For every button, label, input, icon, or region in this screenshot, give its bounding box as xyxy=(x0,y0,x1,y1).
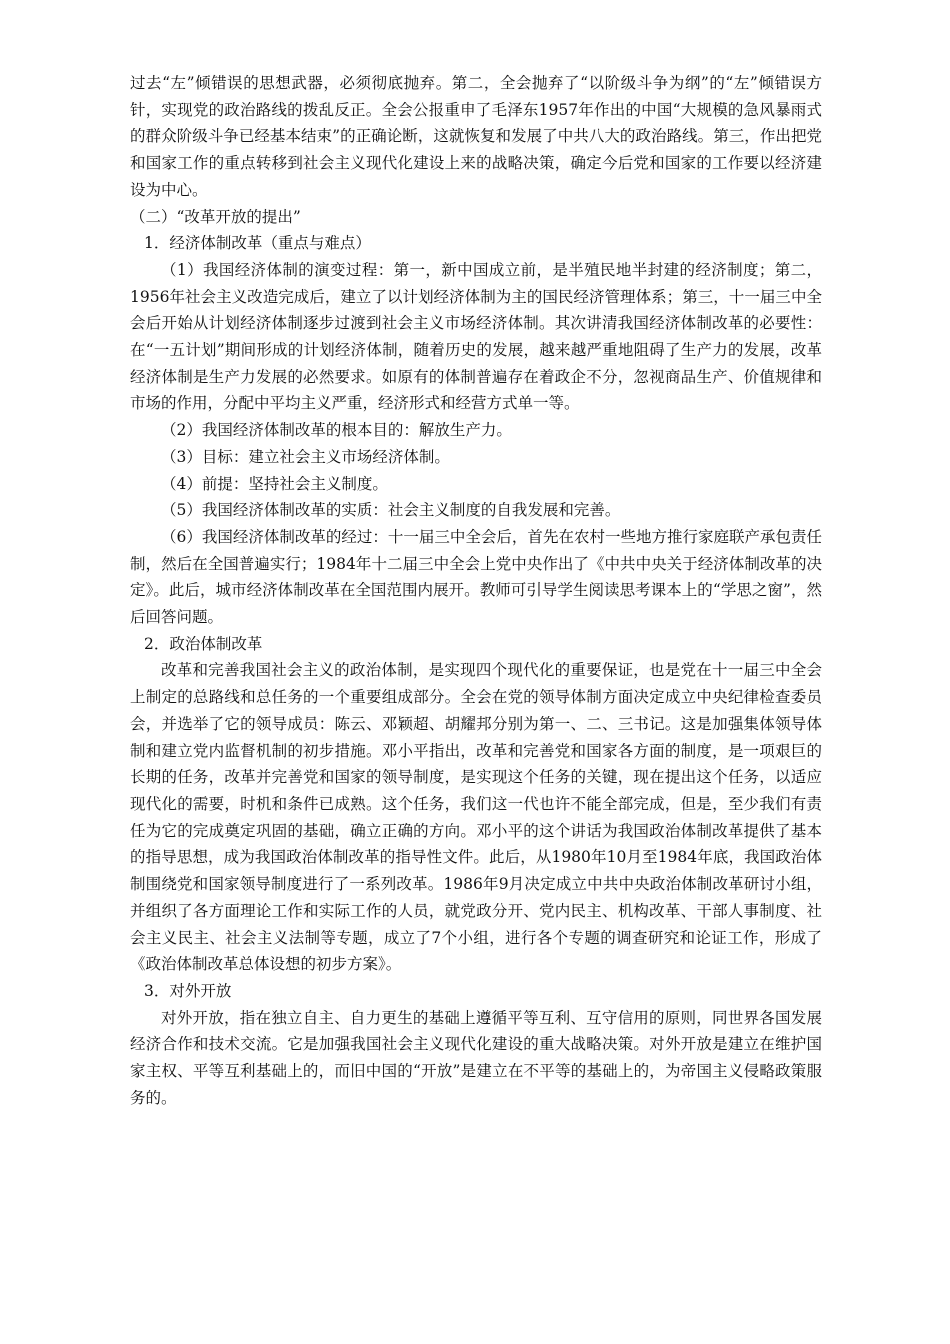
economic-reform-item-4: （4）前提：坚持社会主义制度。 xyxy=(161,474,388,493)
economic-reform-item-3: （3）目标：建立社会主义市场经济体制。 xyxy=(161,447,450,466)
opening-up-paragraph: 对外开放，指在独立自主、自力更生的基础上遵循平等互利、互守信用的原则，同世界各国发展经济合作和技术交流。它是加强我国社会主义现代化建设的重大战略决策。对外开放是建立在维护国家主权、平等互利基础上的，而旧中国的“开放”是建立在不平等的基础上的，为帝国主义侵略政策服务的。 xyxy=(130,1008,822,1107)
subsection-heading-economic-reform: 1．经济体制改革（重点与难点） xyxy=(144,234,371,253)
economic-reform-item-5: （5）我国经济体制改革的实质：社会主义制度的自我发展和完善。 xyxy=(161,501,621,520)
document-page xyxy=(130,70,822,1111)
intro-paragraph: 过去“左”倾错误的思想武器，必须彻底抛弃。第二，全会抛弃了“以阶级斗争为纲”的“左”倾错误方针，实现党的政治路线的拨乱反正。全会公报重申了毛泽东1957年作出的中国“大规模的急风暴雨式的群众阶级斗争已经基本结束”的正确论断，这就恢复和发展了中共八大的政治路线。第三，作出把党和国家工作的重点转移到社会主义现代化建设上来的战略决策，确定今后党和国家的工作要以经济建设为中心。 xyxy=(130,74,822,199)
economic-reform-item-6: （6）我国经济体制改革的经过：十一届三中全会后，首先在农村一些地方推行家庭联产承包责任制，然后在全国普遍实行；1984年十二届三中全会上党中央作出了《中共中央关于经济体制改革的决定》。此后，城市经济体制改革在全国范围内展开。教师可引导学生阅读思考课本上的“学思之窗”，然后回答问题。 xyxy=(130,527,822,627)
economic-reform-item-1: （1）我国经济体制的演变过程：第一，新中国成立前，是半殖民地半封建的经济制度；第二，1956年社会主义改造完成后，建立了以计划经济体制为主的国民经济管理体系；第三，十一届三中全会后开始从计划经济体制逐步过渡到社会主义市场经济体制。其次讲清我国经济体制改革的必要性：在“一五计划”期间形成的计划经济体制，随着历史的发展，越来越严重地阻碍了生产力的发展，改革经济体制是生产力发展的必然要求。如原有的体制普遍存在着政企不分，忽视商品生产、价值规律和市场的作用，分配中平均主义严重，经济形式和经营方式单一等。 xyxy=(130,260,822,413)
subsection-heading-opening-up: 3．对外开放 xyxy=(144,981,232,1000)
section-heading: （二）“改革开放的提出” xyxy=(130,207,301,226)
economic-reform-item-2: （2）我国经济体制改革的根本目的：解放生产力。 xyxy=(161,421,512,440)
subsection-heading-political-reform: 2．政治体制改革 xyxy=(144,634,263,653)
political-reform-paragraph: 改革和完善我国社会主义的政治体制，是实现四个现代化的重要保证，也是党在十一届三中全会上制定的总路线和总任务的一个重要组成部分。全会在党的领导体制方面决定成立中央纪律检查委员会，并选举了它的领导成员：陈云、邓颖超、胡耀邦分别为第一、二、三书记。这是加强集体领导体制和建立党内监督机制的初步措施。邓小平指出，改革和完善党和国家各方面的制度，是一项艰巨的长期的任务，改革并完善党和国家的领导制度，是实现这个任务的关键，现在提出这个任务，以适应现代化的需要，时机和条件已成熟。这个任务，我们这一代也许不能全部完成，但是，至少我们有责任为它的完成奠定巩固的基础，确立正确的方向。邓小平的这个讲话为我国政治体制改革提供了基本的指导思想，成为我国政治体制改革的指导性文件。此后，从1980年10月至1984年底，我国政治体制围绕党和国家领导制度进行了一系列改革。1986年9月决定成立中共中央政治体制改革研讨小组，并组织了各方面理论工作和实际工作的人员，就党政分开、党内民主、机构改革、干部人事制度、社会主义民主、社会主义法制等专题，成立了7个小组，进行各个专题的调查研究和论证工作，形成了《政治体制改革总体设想的初步方案》。 xyxy=(130,661,822,974)
